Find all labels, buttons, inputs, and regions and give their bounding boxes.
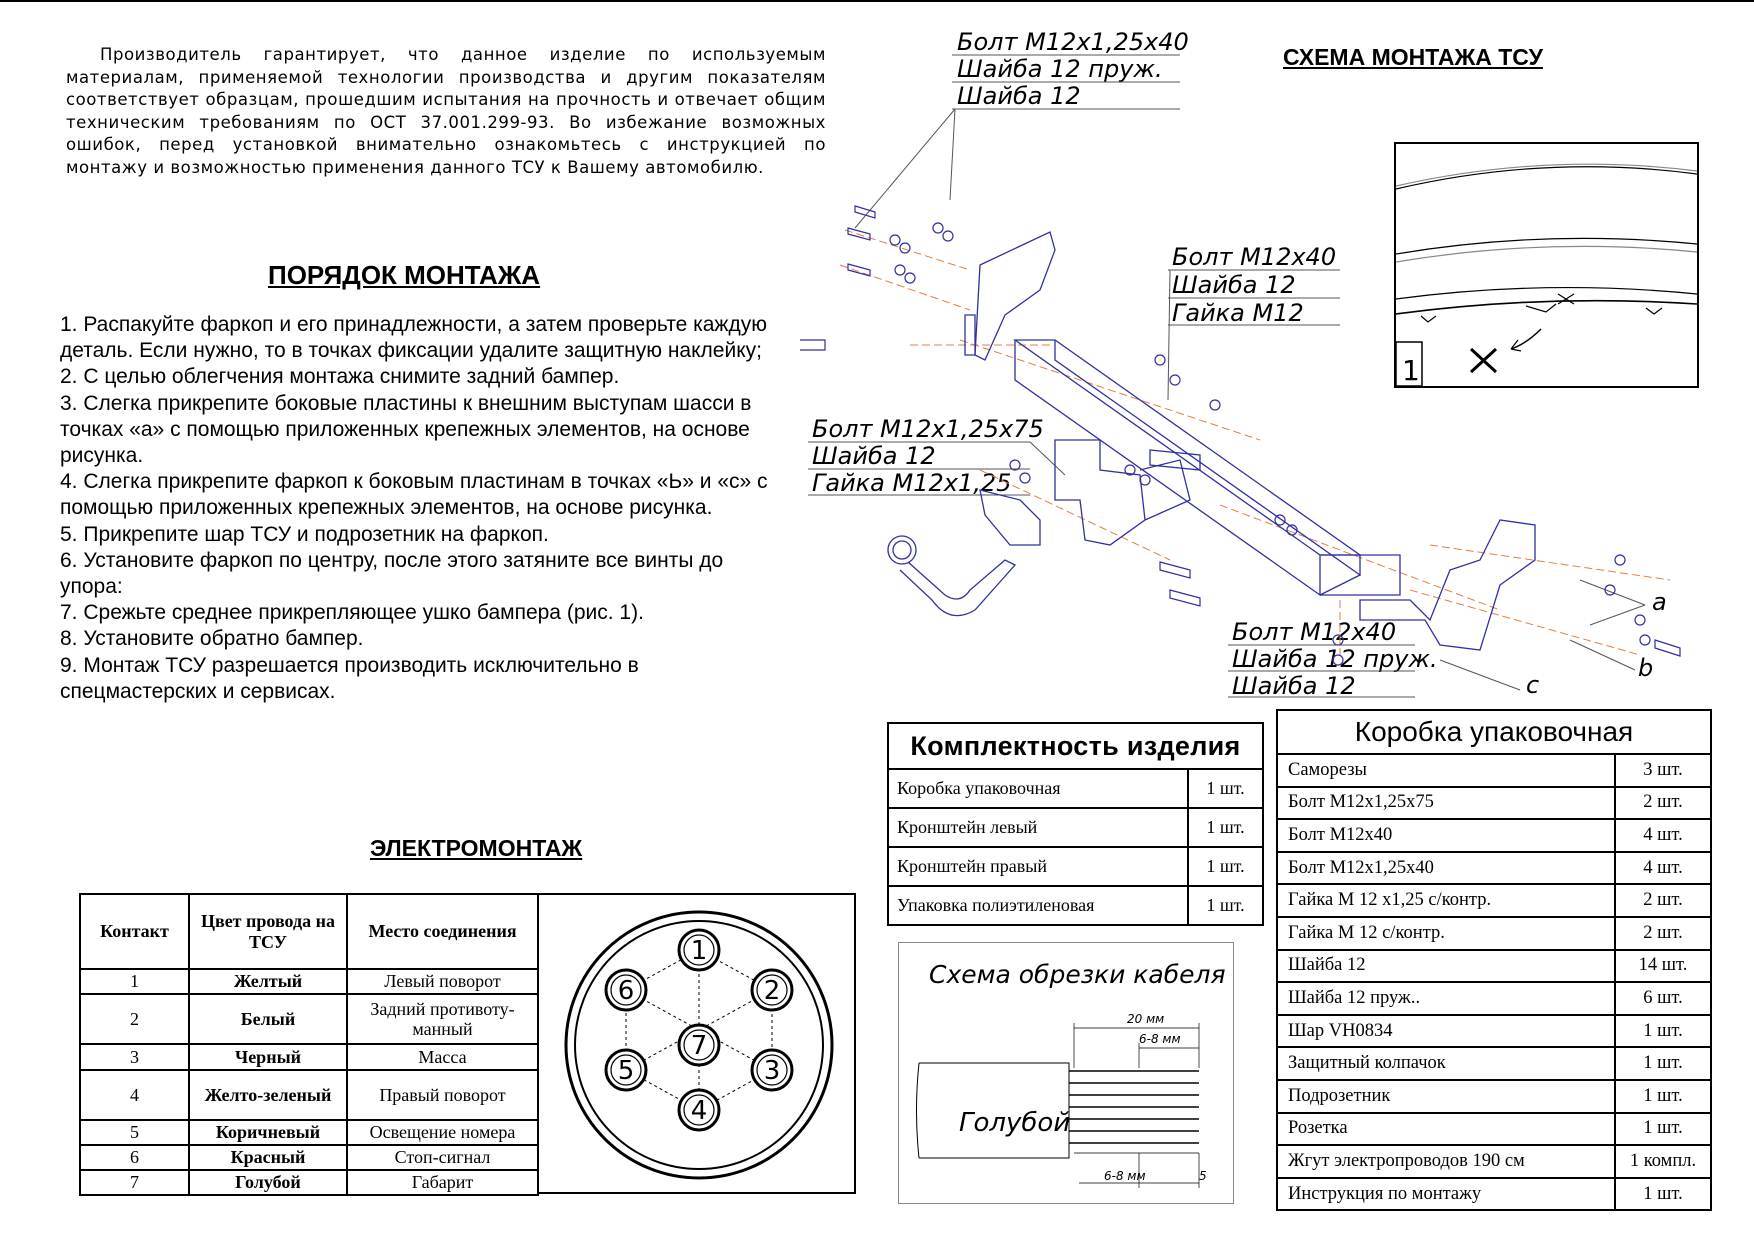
table-row — [1277, 917, 1711, 950]
contact-cell: 3 — [80, 1044, 189, 1070]
electrical-title: ЭЛЕКТРОМОНТАЖ — [370, 835, 583, 861]
item-name: Болт М12х1,25х75 — [1277, 787, 1615, 820]
table-row — [888, 808, 1263, 847]
connection-cell: Левый поворот — [347, 969, 538, 994]
table-row — [1277, 852, 1711, 885]
warranty-text: Производитель гарантирует, что данное изделие по используемым материалам, применяемой технологии производства и другим показателям соответствует образцам, прошедшим испытания на прочность и отвечает общим техническим требованиям по ОСТ 37.001.299-93. Во избежание возможных ошибок, перед установкой внимательно ознакомьтесь с инструкцией по монтажу и возможностью применения данного ТСУ к Вашему автомобилю. — [66, 45, 826, 177]
point-a-label: a — [1652, 588, 1667, 616]
dim-strip-bottom: 6-8 мм — [1104, 1169, 1146, 1183]
callout-left-1: Болт М12х1,25х75 — [812, 415, 1044, 443]
table-row — [1277, 1047, 1711, 1080]
contact-cell: 1 — [80, 969, 189, 994]
table-row — [1277, 1178, 1711, 1211]
step-3: 3. Слегка прикрепите боковые пластины к внешним выступам шасси в точках «a» с помощью приложенных крепежных элементов, на основе рисунка. — [60, 391, 752, 468]
item-name: Саморезы — [1277, 754, 1615, 787]
connector-pin — [606, 1050, 646, 1090]
item-name: Подрозетник — [1277, 1080, 1615, 1113]
item-qty: 1 шт. — [1188, 886, 1263, 925]
header-wire-color: Цвет провода на ТСУ — [189, 894, 347, 969]
table-row — [80, 994, 538, 1044]
item-qty: 1 компл. — [1615, 1145, 1711, 1178]
point-c-label: c — [1526, 671, 1540, 699]
item-name: Шайба 12 — [1277, 950, 1615, 983]
connector-pin — [679, 1025, 719, 1065]
callout-left-3: Гайка М12х1,25 — [812, 469, 1012, 497]
table-row — [1277, 950, 1711, 983]
contact-cell: 6 — [80, 1145, 189, 1170]
color-cell: Желто-зеленый — [189, 1070, 347, 1120]
color-cell: Черный — [189, 1044, 347, 1070]
wiring-table — [79, 893, 539, 1196]
item-qty: 1 шт. — [1615, 1113, 1711, 1146]
figure-1-number: 1 — [1402, 354, 1420, 386]
table-row — [1277, 884, 1711, 917]
item-qty: 1 шт. — [1615, 1047, 1711, 1080]
item-name: Упаковка полиэтиленовая — [888, 886, 1188, 925]
item-name: Кронштейн левый — [888, 808, 1188, 847]
mounting-scheme-title: СХЕМА МОНТАЖА ТСУ — [1283, 44, 1543, 70]
connection-cell: Правый поворот — [347, 1070, 538, 1120]
callout-left-2: Шайба 12 — [812, 442, 936, 470]
item-name: Защитный колпачок — [1277, 1047, 1615, 1080]
callout-top-2: Шайба 12 пруж. — [957, 55, 1163, 83]
figure-1 — [1394, 142, 1699, 388]
pin-number: 6 — [617, 976, 635, 1006]
pin-number: 7 — [690, 1031, 708, 1061]
dim-total: 20 мм — [1127, 1012, 1165, 1026]
color-cell: Красный — [189, 1145, 347, 1170]
connector-pin — [679, 930, 719, 970]
pin-number: 3 — [763, 1056, 781, 1086]
table-row — [80, 1145, 538, 1170]
color-cell: Коричневый — [189, 1120, 347, 1145]
connection-cell: Задний противоту-манный — [347, 994, 538, 1044]
item-qty: 1 шт. — [1188, 847, 1263, 886]
pin-number: 4 — [690, 1096, 708, 1126]
item-name: Коробка упаковочная — [888, 769, 1188, 808]
table-row — [1277, 1113, 1711, 1146]
item-name: Гайка М 12 х1,25 с/контр. — [1277, 884, 1615, 917]
packing-box-title: Коробка упаковочная — [1277, 710, 1711, 754]
table-row — [888, 847, 1263, 886]
connection-cell: Масса — [347, 1044, 538, 1070]
connection-cell: Освещение номера — [347, 1120, 538, 1145]
callout-middle-1: Болт М12х40 — [1172, 243, 1337, 271]
callout-bottom-2: Шайба 12 пруж. — [1232, 645, 1438, 673]
table-row — [1277, 787, 1711, 820]
callout-top — [855, 28, 1189, 228]
step-6: 6. Установите фаркоп по центру, после этого затяните все винты до упора: — [60, 548, 724, 599]
connection-cell: Стоп-сигнал — [347, 1145, 538, 1170]
table-row — [1277, 754, 1711, 787]
connector-pinout — [539, 893, 856, 1194]
callout-top-1: Болт М12х1,25х40 — [957, 28, 1189, 56]
point-b-label: b — [1638, 654, 1654, 682]
table-row — [1277, 1145, 1711, 1178]
item-qty: 2 шт. — [1615, 884, 1711, 917]
callout-middle — [1168, 243, 1340, 400]
connection-cell: Габарит — [347, 1170, 538, 1195]
table-row — [1277, 1080, 1711, 1113]
cable-cut-drawing — [899, 943, 1233, 1203]
connector-pin — [606, 970, 646, 1010]
cable-cut-scheme — [898, 942, 1234, 1204]
connector-pin — [752, 970, 792, 1010]
item-qty: 1 шт. — [1188, 769, 1263, 808]
dim-5: 5 — [1199, 1169, 1207, 1183]
item-name: Розетка — [1277, 1113, 1615, 1146]
wiring-header-row — [80, 894, 538, 969]
item-name: Болт М12х40 — [1277, 819, 1615, 852]
item-qty: 1 шт. — [1615, 1015, 1711, 1048]
mounting-steps — [60, 312, 780, 705]
item-name: Шайба 12 пруж.. — [1277, 982, 1615, 1015]
cable-scheme-title: Схема обрезки кабеля — [929, 960, 1226, 989]
table-row — [80, 1170, 538, 1195]
table-row — [80, 1120, 538, 1145]
item-qty: 3 шт. — [1615, 754, 1711, 787]
item-qty: 14 шт. — [1615, 950, 1711, 983]
connector-pin — [752, 1050, 792, 1090]
completeness-table — [887, 722, 1264, 926]
table-row — [1277, 819, 1711, 852]
cable-color-label: Голубой — [959, 1108, 1071, 1138]
mounting-order-title: ПОРЯДОК МОНТАЖА — [268, 260, 541, 290]
contact-cell: 7 — [80, 1170, 189, 1195]
table-row — [888, 886, 1263, 925]
item-qty: 2 шт. — [1615, 917, 1711, 950]
callout-bottom-3: Шайба 12 — [1232, 672, 1356, 700]
contact-cell: 2 — [80, 994, 189, 1044]
dim-strip: 6-8 мм — [1139, 1032, 1181, 1046]
callout-bottom-1: Болт М12х40 — [1232, 618, 1397, 646]
step-7: 7. Срежьте среднее прикрепляющее ушко бампера (рис. 1). — [60, 601, 644, 625]
completeness-title: Комплектность изделия — [888, 723, 1263, 769]
item-name: Жгут электропроводов 190 см — [1277, 1145, 1615, 1178]
step-9: 9. Монтаж ТСУ разрешается производить исключительно в спецмастерских и сервисах. — [60, 653, 639, 703]
table-row — [80, 1070, 538, 1120]
color-cell: Желтый — [189, 969, 347, 994]
table-row — [888, 769, 1263, 808]
callout-middle-3: Гайка М12 — [1172, 299, 1304, 327]
bumper-figure — [1396, 144, 1697, 386]
step-5: 5. Прикрепите шар ТСУ и подрозетник на фаркоп. — [60, 522, 549, 546]
contact-cell: 4 — [80, 1070, 189, 1120]
item-name: Шар VH0834 — [1277, 1015, 1615, 1048]
color-cell: Белый — [189, 994, 347, 1044]
callout-middle-2: Шайба 12 — [1172, 271, 1296, 299]
header-connection: Место соединения — [347, 894, 538, 969]
step-4: 4. Слегка прикрепите фаркоп к боковым пластинам в точках «Ь» и «c» с помощью приложенных крепежных элементов, на основе рисунка. — [60, 470, 768, 520]
warranty-paragraph — [66, 44, 826, 179]
item-qty: 2 шт. — [1615, 787, 1711, 820]
connector-drawing — [539, 895, 854, 1194]
item-qty: 4 шт. — [1615, 852, 1711, 885]
connector-pin — [679, 1090, 719, 1130]
item-qty: 1 шт. — [1615, 1080, 1711, 1113]
callout-left — [808, 415, 1065, 497]
item-name: Инструкция по монтажу — [1277, 1178, 1615, 1211]
item-qty: 1 шт. — [1615, 1178, 1711, 1211]
pin-number: 1 — [690, 936, 708, 966]
step-8: 8. Установите обратно бампер. — [60, 627, 364, 651]
table-row — [80, 969, 538, 994]
table-row — [80, 1044, 538, 1070]
table-row — [1277, 1015, 1711, 1048]
header-contact: Контакт — [80, 894, 189, 969]
item-name: Болт М12х1,25х40 — [1277, 852, 1615, 885]
pin-number: 2 — [763, 976, 781, 1006]
packing-box-table — [1276, 709, 1712, 1211]
pin-number: 5 — [617, 1056, 635, 1086]
item-qty: 4 шт. — [1615, 819, 1711, 852]
item-qty: 1 шт. — [1188, 808, 1263, 847]
item-name: Гайка М 12 с/контр. — [1277, 917, 1615, 950]
table-row — [1277, 982, 1711, 1015]
contact-cell: 5 — [80, 1120, 189, 1145]
step-1: 1. Распакуйте фаркоп и его принадлежности, а затем проверьте каждую деталь. Если нужно, то в точках фиксации удалите защитную наклейку; — [60, 313, 767, 363]
color-cell: Голубой — [189, 1170, 347, 1195]
item-name: Кронштейн правый — [888, 847, 1188, 886]
item-qty: 6 шт. — [1615, 982, 1711, 1015]
step-2: 2. С целью облегчения монтажа снимите задний бампер. — [60, 365, 620, 389]
callout-top-3: Шайба 12 — [957, 82, 1081, 110]
